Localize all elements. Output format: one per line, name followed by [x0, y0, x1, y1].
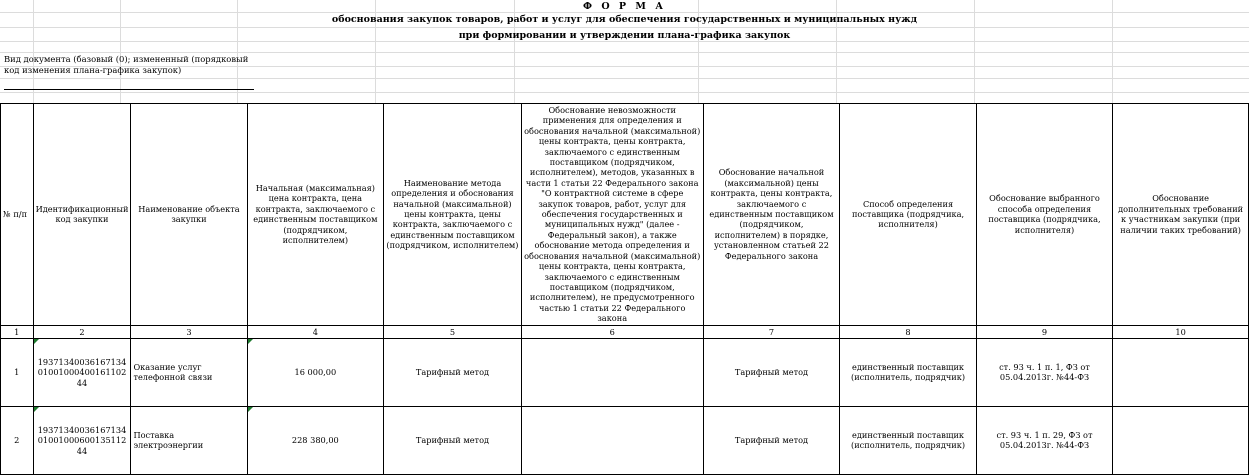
header-cell[interactable]: Начальная (максимальная) цена контракта, цена контракта, заключаемого с единственным поставщиком (подрядчиком, исполнителем)	[247, 104, 384, 326]
justification-impossibility[interactable]	[521, 338, 703, 406]
supplier-method[interactable]: единственный поставщик (исполнитель, подрядчик)	[840, 338, 976, 406]
grid-line	[0, 41, 1249, 42]
doc-type-underline	[4, 89, 254, 90]
purchase-object[interactable]: Поставка электроэнергии	[131, 406, 247, 474]
column-number[interactable]: 5	[384, 325, 522, 338]
header-cell[interactable]: № п/п	[1, 104, 34, 326]
header-cell[interactable]: Идентификационный код закупки	[33, 104, 131, 326]
grid-line	[0, 52, 1249, 53]
grid-line	[0, 92, 1249, 93]
contract-price[interactable]: 16 000,00	[247, 338, 384, 406]
column-number[interactable]: 6	[521, 325, 703, 338]
header-cell[interactable]: Обоснование дополнительных требований к участникам закупки (при наличии таких требований)	[1113, 104, 1249, 326]
supplier-method-reason[interactable]: ст. 93 ч. 1 п. 29, ФЗ от 05.04.2013г. №44-ФЗ	[976, 406, 1112, 474]
doc-type-label[interactable]: Вид документа (базовый (0); измененный (порядковый код изменения плана-графика закупок)	[4, 54, 249, 75]
price-justification[interactable]: Тарифный метод	[703, 338, 840, 406]
row-number[interactable]: 1	[1, 338, 34, 406]
header-cell[interactable]: Наименование метода определения и обоснования начальной (максимальной) цены контракта, цены контракта, заключаемого с единственным поставщиком (подрядчиком, исполнителем)	[384, 104, 522, 326]
price-justification[interactable]: Тарифный метод	[703, 406, 840, 474]
purchase-code[interactable]: 193713400361671340100100040016110244	[33, 338, 131, 406]
form-subtitle-2: при формировании и утверждении плана-графика закупок	[458, 30, 791, 41]
column-number[interactable]: 4	[247, 325, 384, 338]
header-cell[interactable]: Способ определения поставщика (подрядчика, исполнителя)	[840, 104, 976, 326]
justification-impossibility[interactable]	[521, 406, 703, 474]
header-cell[interactable]: Наименование объекта закупки	[131, 104, 247, 326]
row-number[interactable]: 2	[1, 406, 34, 474]
column-number[interactable]: 2	[33, 325, 131, 338]
column-number[interactable]: 1	[1, 325, 34, 338]
grid-line	[0, 78, 1249, 79]
justification-table	[0, 103, 1249, 475]
form-title: Ф О Р М А	[583, 1, 666, 12]
column-number-row	[1, 325, 1249, 338]
column-number[interactable]: 7	[703, 325, 840, 338]
supplier-method-reason[interactable]: ст. 93 ч. 1 п. 1, ФЗ от 05.04.2013г. №44-ФЗ	[976, 338, 1112, 406]
column-number[interactable]: 9	[976, 325, 1112, 338]
grid-line	[0, 12, 1249, 13]
header-cell[interactable]: Обоснование начальной (максимальной) цены контракта, цены контракта, заключаемого с единственным поставщиком (подрядчиком, исполнителем) в порядке, установленном статьей 22 Федерального закона	[703, 104, 840, 326]
header-cell[interactable]: Обоснование невозможности применения для определения и обоснования начальной (максимальной) цены контракта, цены контракта, заключаемого с единственным поставщиком (подрядчиком, исполнителем), методов, указанных в части 1 статьи 22 Федерального закона "О контрактной системе в сфере закупок товаров, работ, услуг для обеспечения государственных и муниципальных нужд" (далее - Федеральный закон), а также обоснование метода определения и обоснования начальной (максимальной) цены контракта, цены контракта, заключаемого с единственным поставщиком (подрядчиком, исполнителем), не предусмотренного частью 1 статьи 22 Федерального закона	[521, 104, 703, 326]
supplier-method[interactable]: единственный поставщик (исполнитель, подрядчик)	[840, 406, 976, 474]
price-method[interactable]: Тарифный метод	[384, 338, 522, 406]
purchase-object[interactable]: Оказание услуг телефонной связи	[131, 338, 247, 406]
additional-requirements[interactable]	[1113, 338, 1249, 406]
header-cell[interactable]: Обоснование выбранного способа определения поставщика (подрядчика, исполнителя)	[976, 104, 1112, 326]
price-method[interactable]: Тарифный метод	[384, 406, 522, 474]
header-row	[1, 104, 1249, 326]
column-number[interactable]: 10	[1113, 325, 1249, 338]
contract-price[interactable]: 228 380,00	[247, 406, 384, 474]
additional-requirements[interactable]	[1113, 406, 1249, 474]
grid-line	[0, 27, 1249, 28]
purchase-code[interactable]: 193713400361671340100100060013511244	[33, 406, 131, 474]
column-number[interactable]: 8	[840, 325, 976, 338]
column-number[interactable]: 3	[131, 325, 247, 338]
table-row	[1, 338, 1249, 406]
form-subtitle: обоснования закупок товаров, работ и услуг для обеспечения государственных и муниципальных нужд	[331, 14, 918, 25]
table-row	[1, 406, 1249, 474]
